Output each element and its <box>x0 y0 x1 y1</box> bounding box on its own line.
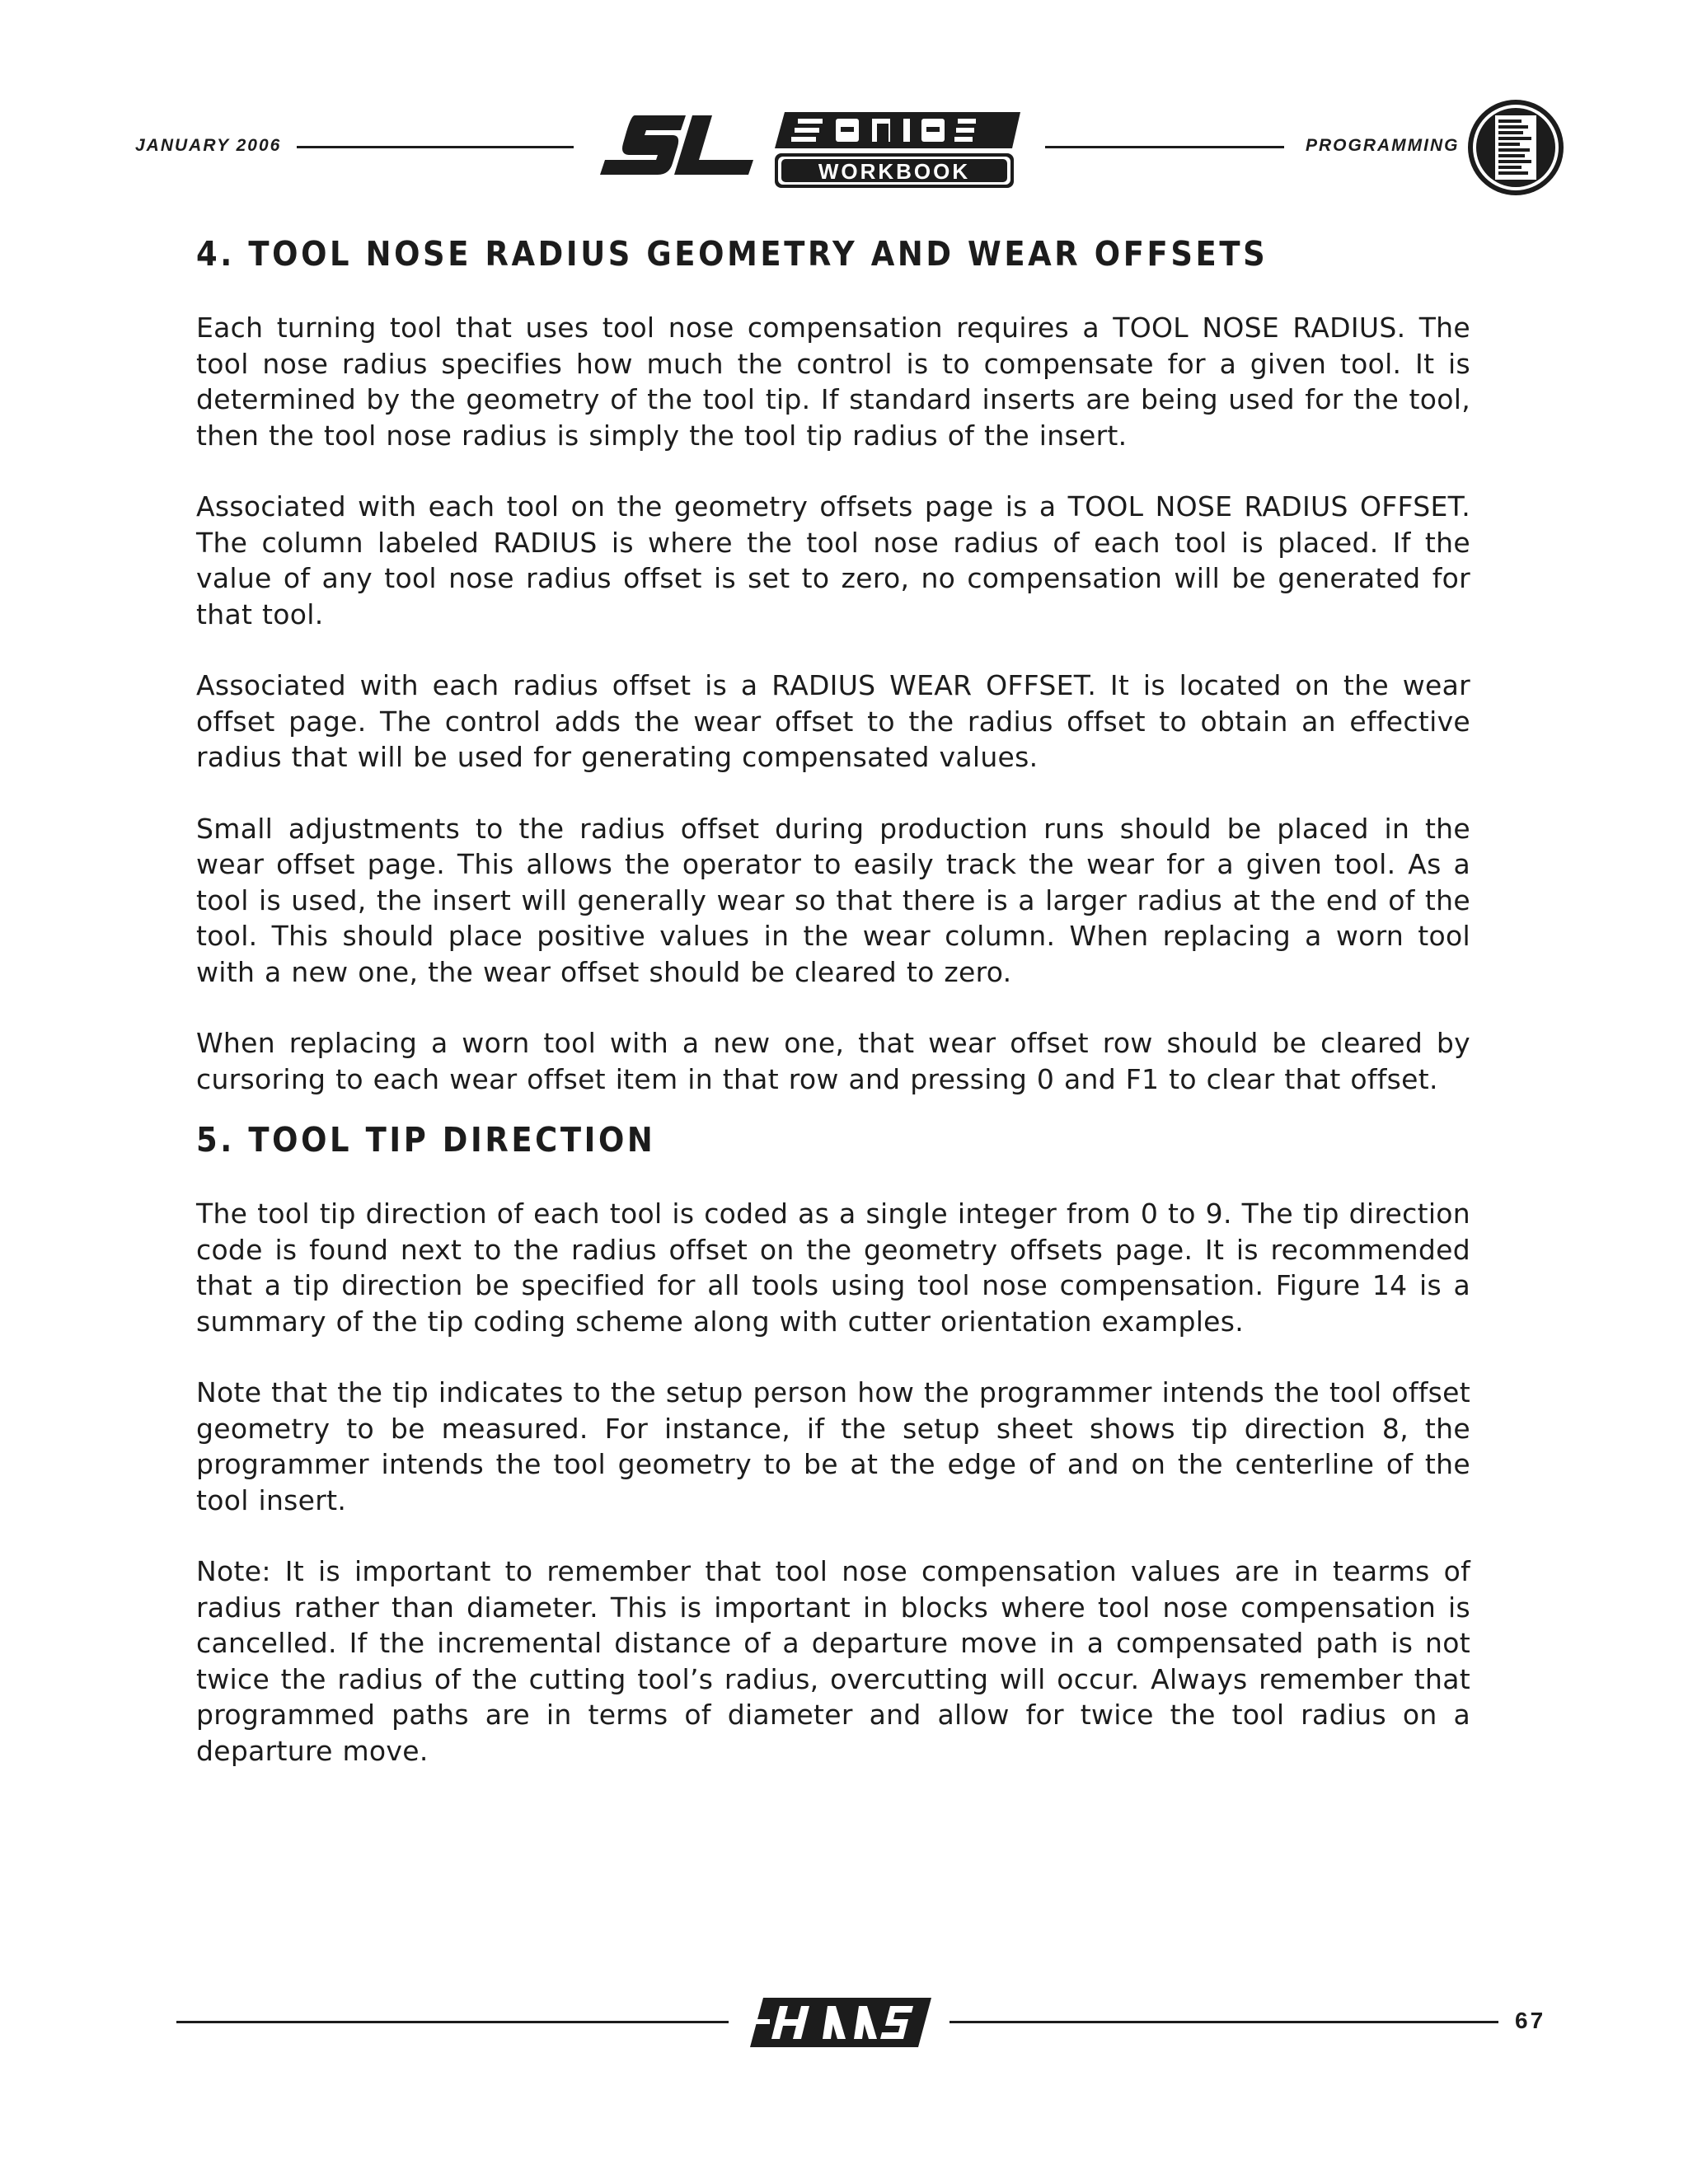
section-title-tool-nose-radius: 4. TOOL NOSE RADIUS GEOMETRY AND WEAR OFFSETS <box>196 234 1268 274</box>
paragraph: Note: It is important to remember that tool nose compensation values are in tearms of radius rather than diameter. This is important in blocks where tool nose compensation is cancelled. If the incremental distance of a departure move in a compensated path is not twice the radius of the cutting tool’s radius, overcutting will occur. Always remember that programmed paths are in terms of diameter and allow for twice the tool radius on a departure move. <box>196 1555 1470 1767</box>
header-rule-left <box>297 146 574 148</box>
haas-logo <box>748 1994 933 2050</box>
paragraph: Associated with each tool on the geometry offsets page is a TOOL NOSE RADIUS OFFSET. The column labeled RADIUS is where the tool nose radius of each tool is placed. If the value of any tool nose radius offset is set to zero, no compensation will be generated for that tool. <box>196 490 1470 630</box>
header-rule-right <box>1045 146 1284 148</box>
paragraph: Each turning tool that uses tool nose compensation requires a TOOL NOSE RADIUS. The tool nose radius specifies how much the control is to compensate for a given tool. It is determined by the geometry of the tool tip. If standard inserts are being used for the tool, then the tool nose radius is simply the tool tip radius of the insert. <box>196 312 1470 452</box>
paragraph: The tool tip direction of each tool is coded as a single integer from 0 to 9. The tip direction code is found next to the radius offset on the geometry offsets page. It is recommended that a tip direction be specified for all tools using tool nose compensation. Figure 14 is a summary of the tip coding scheme along with cutter orientation examples. <box>196 1197 1470 1338</box>
sl-series-logo <box>587 104 1032 193</box>
footer-rule-right <box>950 2021 1498 2023</box>
paragraph: Associated with each radius offset is a RADIUS WEAR OFFSET. It is located on the wear offset page. The control adds the wear offset to the radius offset to obtain an effective radius that will be used for generating compensated values. <box>196 669 1470 773</box>
page-content <box>196 231 1470 1769</box>
page-number: 67 <box>1515 2008 1546 2033</box>
paragraph: When replacing a worn tool with a new one, that wear offset row should be cleared by cursoring to each wear offset item in that row and pressing 0 and F1 to clear that offset. <box>196 1027 1470 1095</box>
section-title-tool-tip-direction: 5. TOOL TIP DIRECTION <box>196 1120 656 1160</box>
logo-workbook-label: WORKBOOK <box>818 159 971 184</box>
header-section-label: PROGRAMMING <box>1306 136 1460 155</box>
page-header <box>0 0 1688 214</box>
paragraph: Small adjustments to the radius offset during production runs should be placed in the wear offset page. This allows the operator to easily track the wear for a given tool. As a tool is used, the insert will generally wear so that there is a larger radius at the end of the tool. This should place positive values in the wear column. When replacing a worn tool with a new one, the wear offset should be cleared to zero. <box>196 812 1470 988</box>
footer-rule-left <box>176 2021 729 2023</box>
paragraph: Note that the tip indicates to the setup person how the programmer intends the tool offset geometry to be measured. For instance, if the setup sheet shows tip direction 8, the programmer intends the tool geometry to be at the edge of and on the centerline of the tool insert. <box>196 1376 1470 1516</box>
document-page-icon <box>1465 97 1566 198</box>
page-footer <box>0 1978 1688 2077</box>
header-date: JANUARY 2006 <box>135 136 282 155</box>
